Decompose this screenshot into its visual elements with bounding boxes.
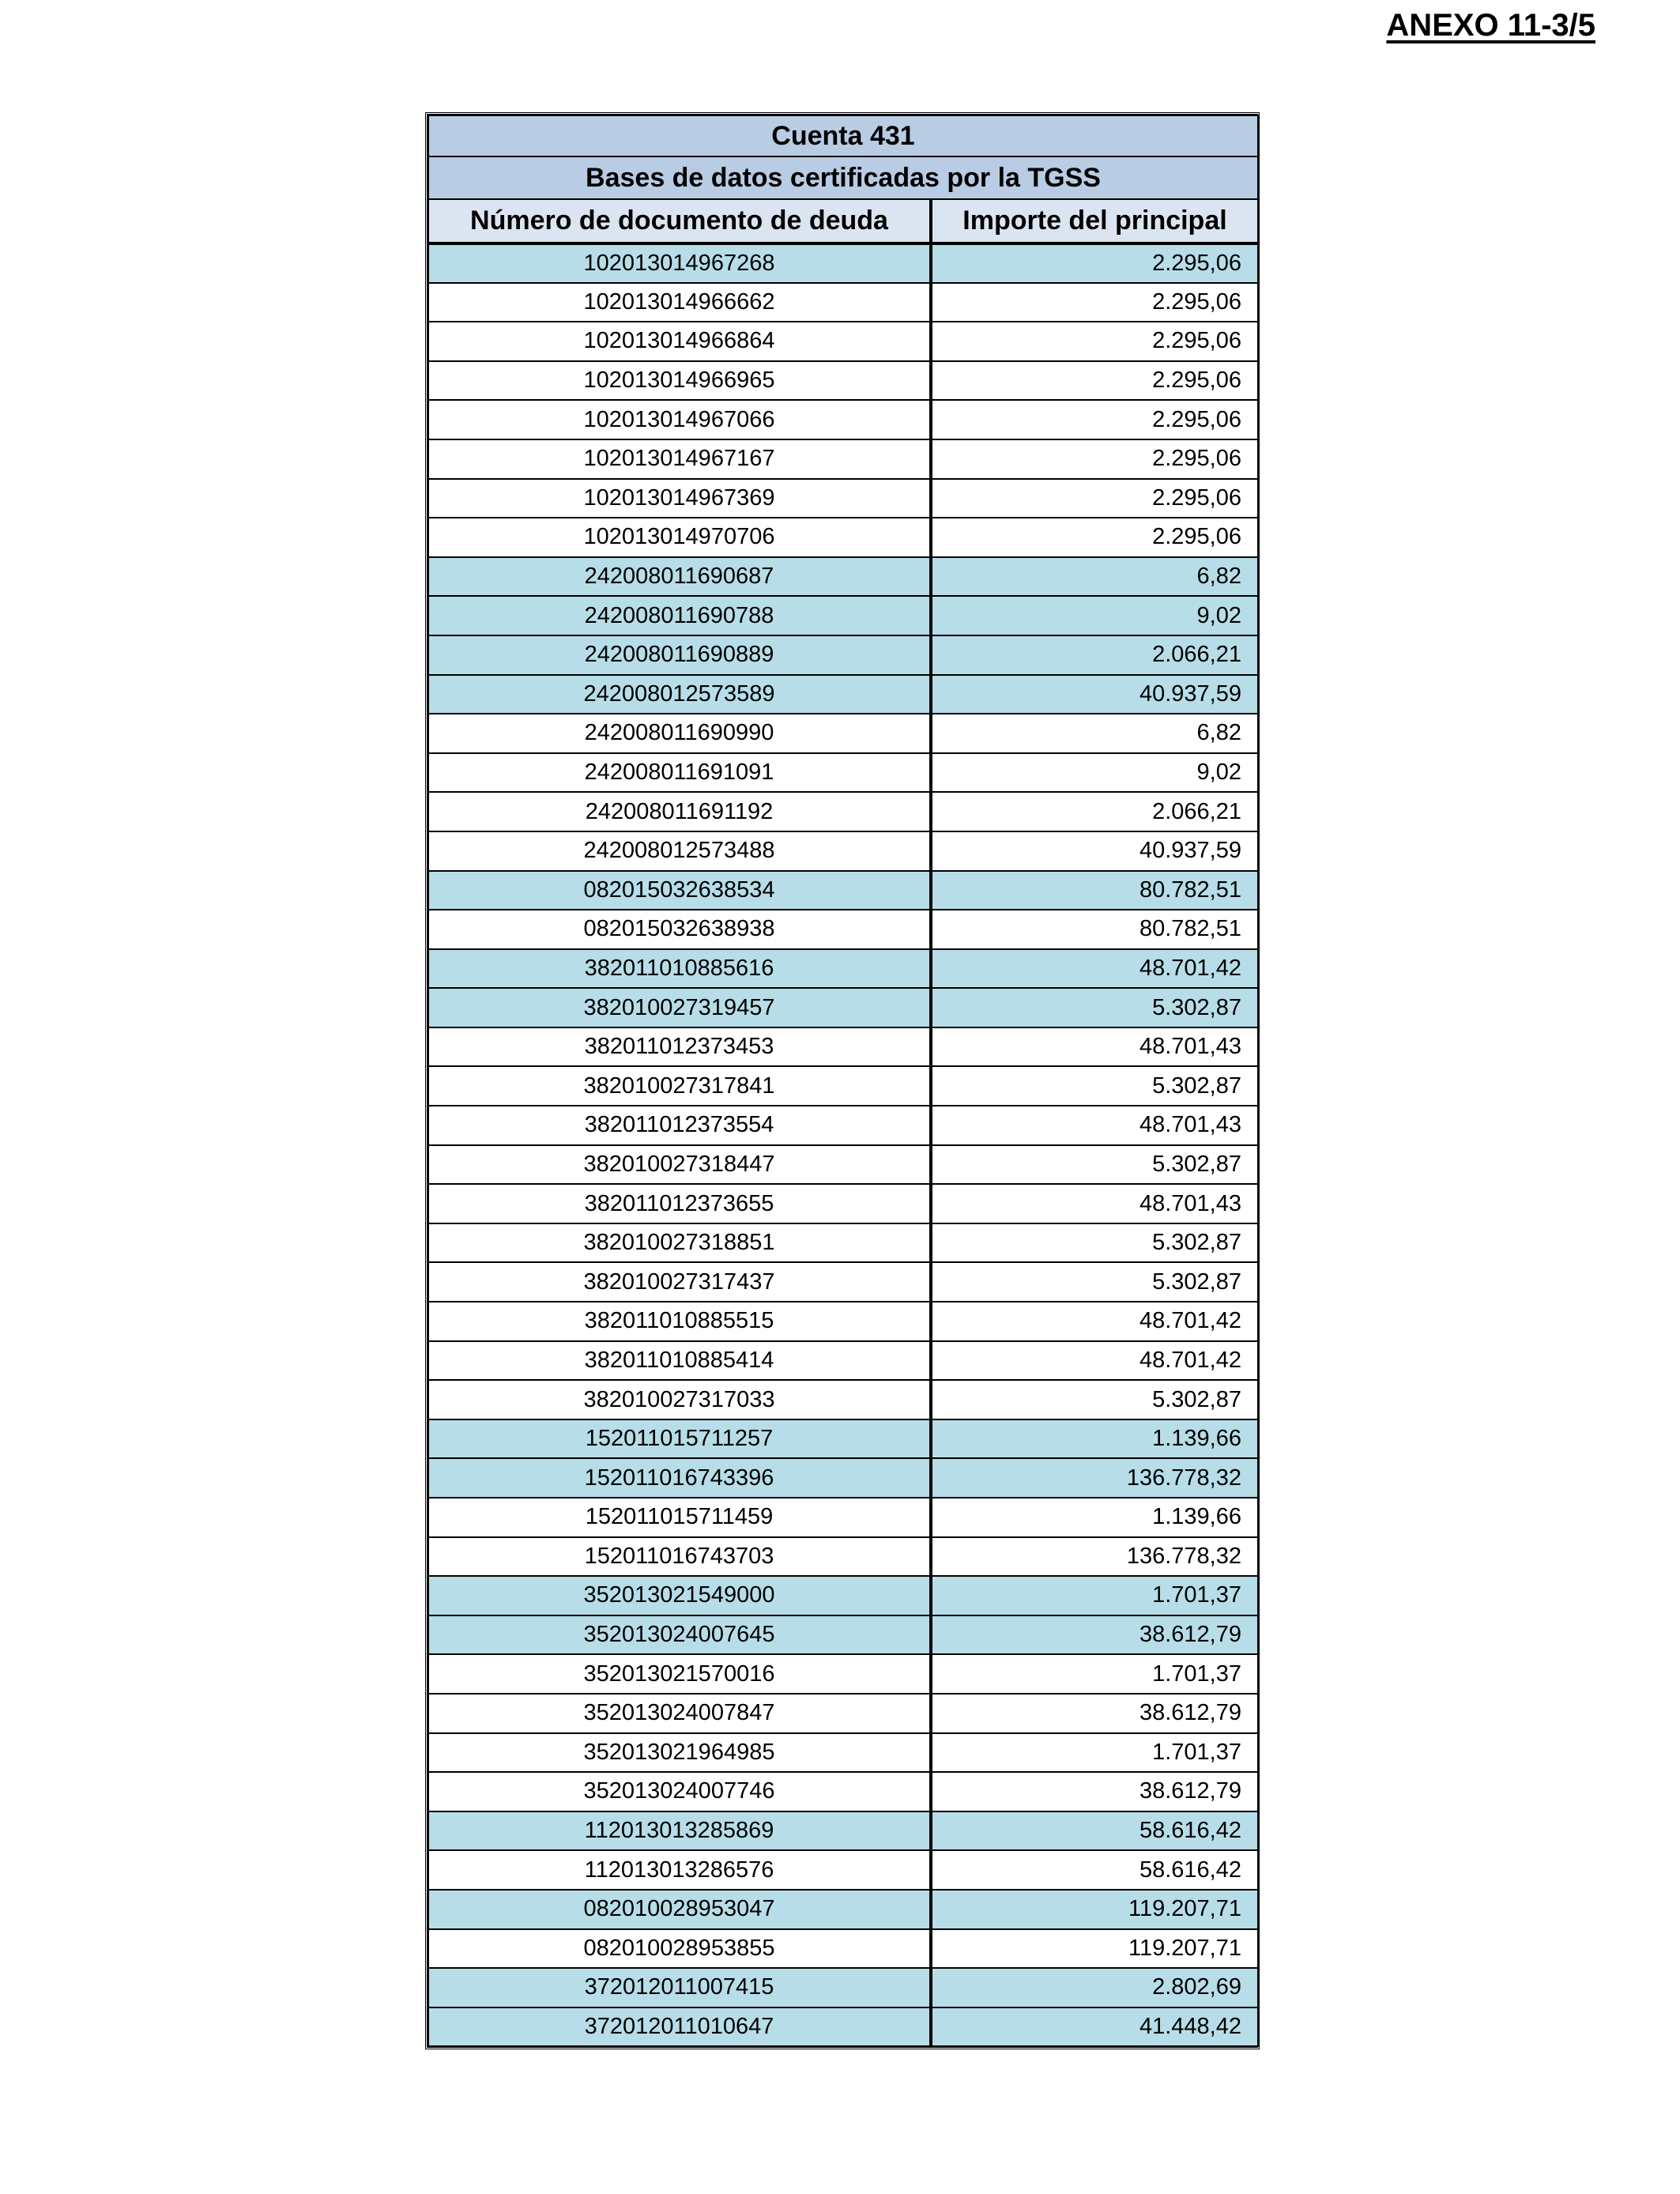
amount-cell: 48.701,43	[931, 1184, 1258, 1223]
document-number-cell: 112013013286576	[428, 1850, 931, 1890]
table-title: Cuenta 431	[428, 115, 1258, 156]
table-row	[428, 1576, 1258, 1615]
amount-cell: 119.207,71	[931, 1929, 1258, 1969]
document-number-cell: 152011015711459	[428, 1498, 931, 1537]
document-number-cell: 382010027318447	[428, 1145, 931, 1185]
amount-cell: 58.616,42	[931, 1811, 1258, 1851]
column-header-amount: Importe del principal	[931, 199, 1258, 243]
amount-cell: 9,02	[931, 753, 1258, 793]
table-subtitle-row	[428, 156, 1258, 199]
document-number-cell: 382011012373554	[428, 1106, 931, 1145]
amount-cell: 38.612,79	[931, 1694, 1258, 1733]
table-row	[428, 518, 1258, 557]
table-row	[428, 557, 1258, 597]
column-header-document: Número de documento de deuda	[428, 199, 931, 243]
amount-cell: 41.448,42	[931, 2007, 1258, 2047]
document-number-cell: 102013014966662	[428, 283, 931, 322]
amount-cell: 119.207,71	[931, 1890, 1258, 1929]
table-title-row	[428, 115, 1258, 156]
document-number-cell: 382011012373655	[428, 1184, 931, 1223]
amount-cell: 80.782,51	[931, 910, 1258, 949]
table-row	[428, 949, 1258, 989]
amount-cell: 2.295,06	[931, 479, 1258, 518]
document-number-cell: 352013024007746	[428, 1772, 931, 1811]
amount-cell: 5.302,87	[931, 1380, 1258, 1419]
table-row	[428, 1733, 1258, 1773]
document-number-cell: 382010027317437	[428, 1262, 931, 1302]
amount-cell: 48.701,42	[931, 949, 1258, 989]
amount-cell: 6,82	[931, 557, 1258, 597]
amount-cell: 1.139,66	[931, 1419, 1258, 1459]
document-number-cell: 382010027317033	[428, 1380, 931, 1419]
document-number-cell: 242008011691192	[428, 792, 931, 831]
debt-table	[425, 112, 1260, 2049]
document-number-cell: 242008012573589	[428, 675, 931, 714]
table-row	[428, 1968, 1258, 2007]
table-row	[428, 439, 1258, 479]
document-number-cell: 372012011010647	[428, 2007, 931, 2047]
table-row	[428, 1380, 1258, 1419]
document-number-cell: 242008011690889	[428, 635, 931, 675]
amount-cell: 40.937,59	[931, 675, 1258, 714]
document-number-cell: 112013013285869	[428, 1811, 931, 1851]
amount-cell: 2.802,69	[931, 1968, 1258, 2007]
document-number-cell: 352013021570016	[428, 1654, 931, 1694]
amount-cell: 48.701,42	[931, 1302, 1258, 1341]
table-body	[428, 243, 1258, 2046]
document-number-cell: 102013014966864	[428, 322, 931, 361]
document-number-cell: 082015032638534	[428, 871, 931, 910]
table-row	[428, 1458, 1258, 1498]
amount-cell: 2.295,06	[931, 400, 1258, 439]
amount-cell: 2.295,06	[931, 518, 1258, 557]
amount-cell: 2.295,06	[931, 322, 1258, 361]
table-row	[428, 243, 1258, 283]
amount-cell: 58.616,42	[931, 1850, 1258, 1890]
amount-cell: 136.778,32	[931, 1458, 1258, 1498]
document-number-cell: 082010028953047	[428, 1890, 931, 1929]
table-row	[428, 1066, 1258, 1106]
table-row	[428, 479, 1258, 518]
amount-cell: 2.066,21	[931, 635, 1258, 675]
amount-cell: 1.701,37	[931, 1576, 1258, 1615]
amount-cell: 2.295,06	[931, 243, 1258, 283]
document-number-cell: 102013014967369	[428, 479, 931, 518]
document-number-cell: 242008011690990	[428, 714, 931, 753]
amount-cell: 9,02	[931, 596, 1258, 635]
amount-cell: 48.701,43	[931, 1027, 1258, 1067]
amount-cell: 2.295,06	[931, 439, 1258, 479]
amount-cell: 2.295,06	[931, 283, 1258, 322]
document-number-cell: 382011010885414	[428, 1341, 931, 1381]
table-row	[428, 675, 1258, 714]
amount-cell: 2.295,06	[931, 361, 1258, 401]
document-number-cell: 382010027319457	[428, 988, 931, 1027]
amount-cell: 1.701,37	[931, 1733, 1258, 1773]
document-number-cell: 382010027317841	[428, 1066, 931, 1106]
table-row	[428, 1890, 1258, 1929]
document-number-cell: 102013014966965	[428, 361, 931, 401]
table-row	[428, 1694, 1258, 1733]
table-row	[428, 400, 1258, 439]
document-number-cell: 152011016743703	[428, 1537, 931, 1577]
document-number-cell: 082015032638938	[428, 910, 931, 949]
table-row	[428, 1106, 1258, 1145]
table-subtitle: Bases de datos certificadas por la TGSS	[428, 156, 1258, 199]
document-number-cell: 352013021549000	[428, 1576, 931, 1615]
table-row	[428, 1498, 1258, 1537]
amount-cell: 136.778,32	[931, 1537, 1258, 1577]
table-row	[428, 635, 1258, 675]
amount-cell: 48.701,43	[931, 1106, 1258, 1145]
debt-table-grid	[428, 115, 1259, 2047]
amount-cell: 5.302,87	[931, 1223, 1258, 1263]
amount-cell: 48.701,42	[931, 1341, 1258, 1381]
table-row	[428, 1419, 1258, 1459]
table-row	[428, 596, 1258, 635]
table-row	[428, 361, 1258, 401]
document-number-cell: 382011012373453	[428, 1027, 931, 1067]
document-number-cell: 102013014970706	[428, 518, 931, 557]
document-number-cell: 382011010885515	[428, 1302, 931, 1341]
amount-cell: 38.612,79	[931, 1615, 1258, 1655]
document-number-cell: 152011016743396	[428, 1458, 931, 1498]
table-row	[428, 871, 1258, 910]
table-row	[428, 1262, 1258, 1302]
document-number-cell: 242008011690788	[428, 596, 931, 635]
table-row	[428, 1145, 1258, 1185]
amount-cell: 5.302,87	[931, 988, 1258, 1027]
table-row	[428, 1341, 1258, 1381]
document-number-cell: 352013024007847	[428, 1694, 931, 1733]
table-row	[428, 1302, 1258, 1341]
document-number-cell: 152011015711257	[428, 1419, 931, 1459]
document-number-cell: 242008011690687	[428, 557, 931, 597]
document-number-cell: 102013014967167	[428, 439, 931, 479]
document-number-cell: 082010028953855	[428, 1929, 931, 1969]
amount-cell: 5.302,87	[931, 1066, 1258, 1106]
amount-cell: 5.302,87	[931, 1262, 1258, 1302]
amount-cell: 1.139,66	[931, 1498, 1258, 1537]
document-number-cell: 242008011691091	[428, 753, 931, 793]
amount-cell: 1.701,37	[931, 1654, 1258, 1694]
document-number-cell: 352013021964985	[428, 1733, 931, 1773]
document-number-cell: 242008012573488	[428, 831, 931, 871]
table-row	[428, 1654, 1258, 1694]
amount-cell: 2.066,21	[931, 792, 1258, 831]
table-row	[428, 988, 1258, 1027]
table-row	[428, 1929, 1258, 1969]
table-row	[428, 792, 1258, 831]
table-row	[428, 322, 1258, 361]
table-row	[428, 753, 1258, 793]
table-row	[428, 1772, 1258, 1811]
table-row	[428, 1615, 1258, 1655]
document-number-cell: 102013014967268	[428, 243, 931, 283]
table-row	[428, 2007, 1258, 2047]
document-number-cell: 352013024007645	[428, 1615, 931, 1655]
table-row	[428, 910, 1258, 949]
document-number-cell: 382010027318851	[428, 1223, 931, 1263]
table-row	[428, 1223, 1258, 1263]
table-row	[428, 831, 1258, 871]
table-row	[428, 714, 1258, 753]
table-row	[428, 1850, 1258, 1890]
table-row	[428, 1811, 1258, 1851]
amount-cell: 40.937,59	[931, 831, 1258, 871]
document-number-cell: 372012011007415	[428, 1968, 931, 2007]
amount-cell: 5.302,87	[931, 1145, 1258, 1185]
column-header-row	[428, 199, 1258, 243]
annex-label: ANEXO 11-3/5	[1386, 8, 1595, 43]
table-row	[428, 1537, 1258, 1577]
table-row	[428, 1027, 1258, 1067]
amount-cell: 38.612,79	[931, 1772, 1258, 1811]
document-number-cell: 382011010885616	[428, 949, 931, 989]
table-row	[428, 1184, 1258, 1223]
amount-cell: 80.782,51	[931, 871, 1258, 910]
table-row	[428, 283, 1258, 322]
document-number-cell: 102013014967066	[428, 400, 931, 439]
amount-cell: 6,82	[931, 714, 1258, 753]
